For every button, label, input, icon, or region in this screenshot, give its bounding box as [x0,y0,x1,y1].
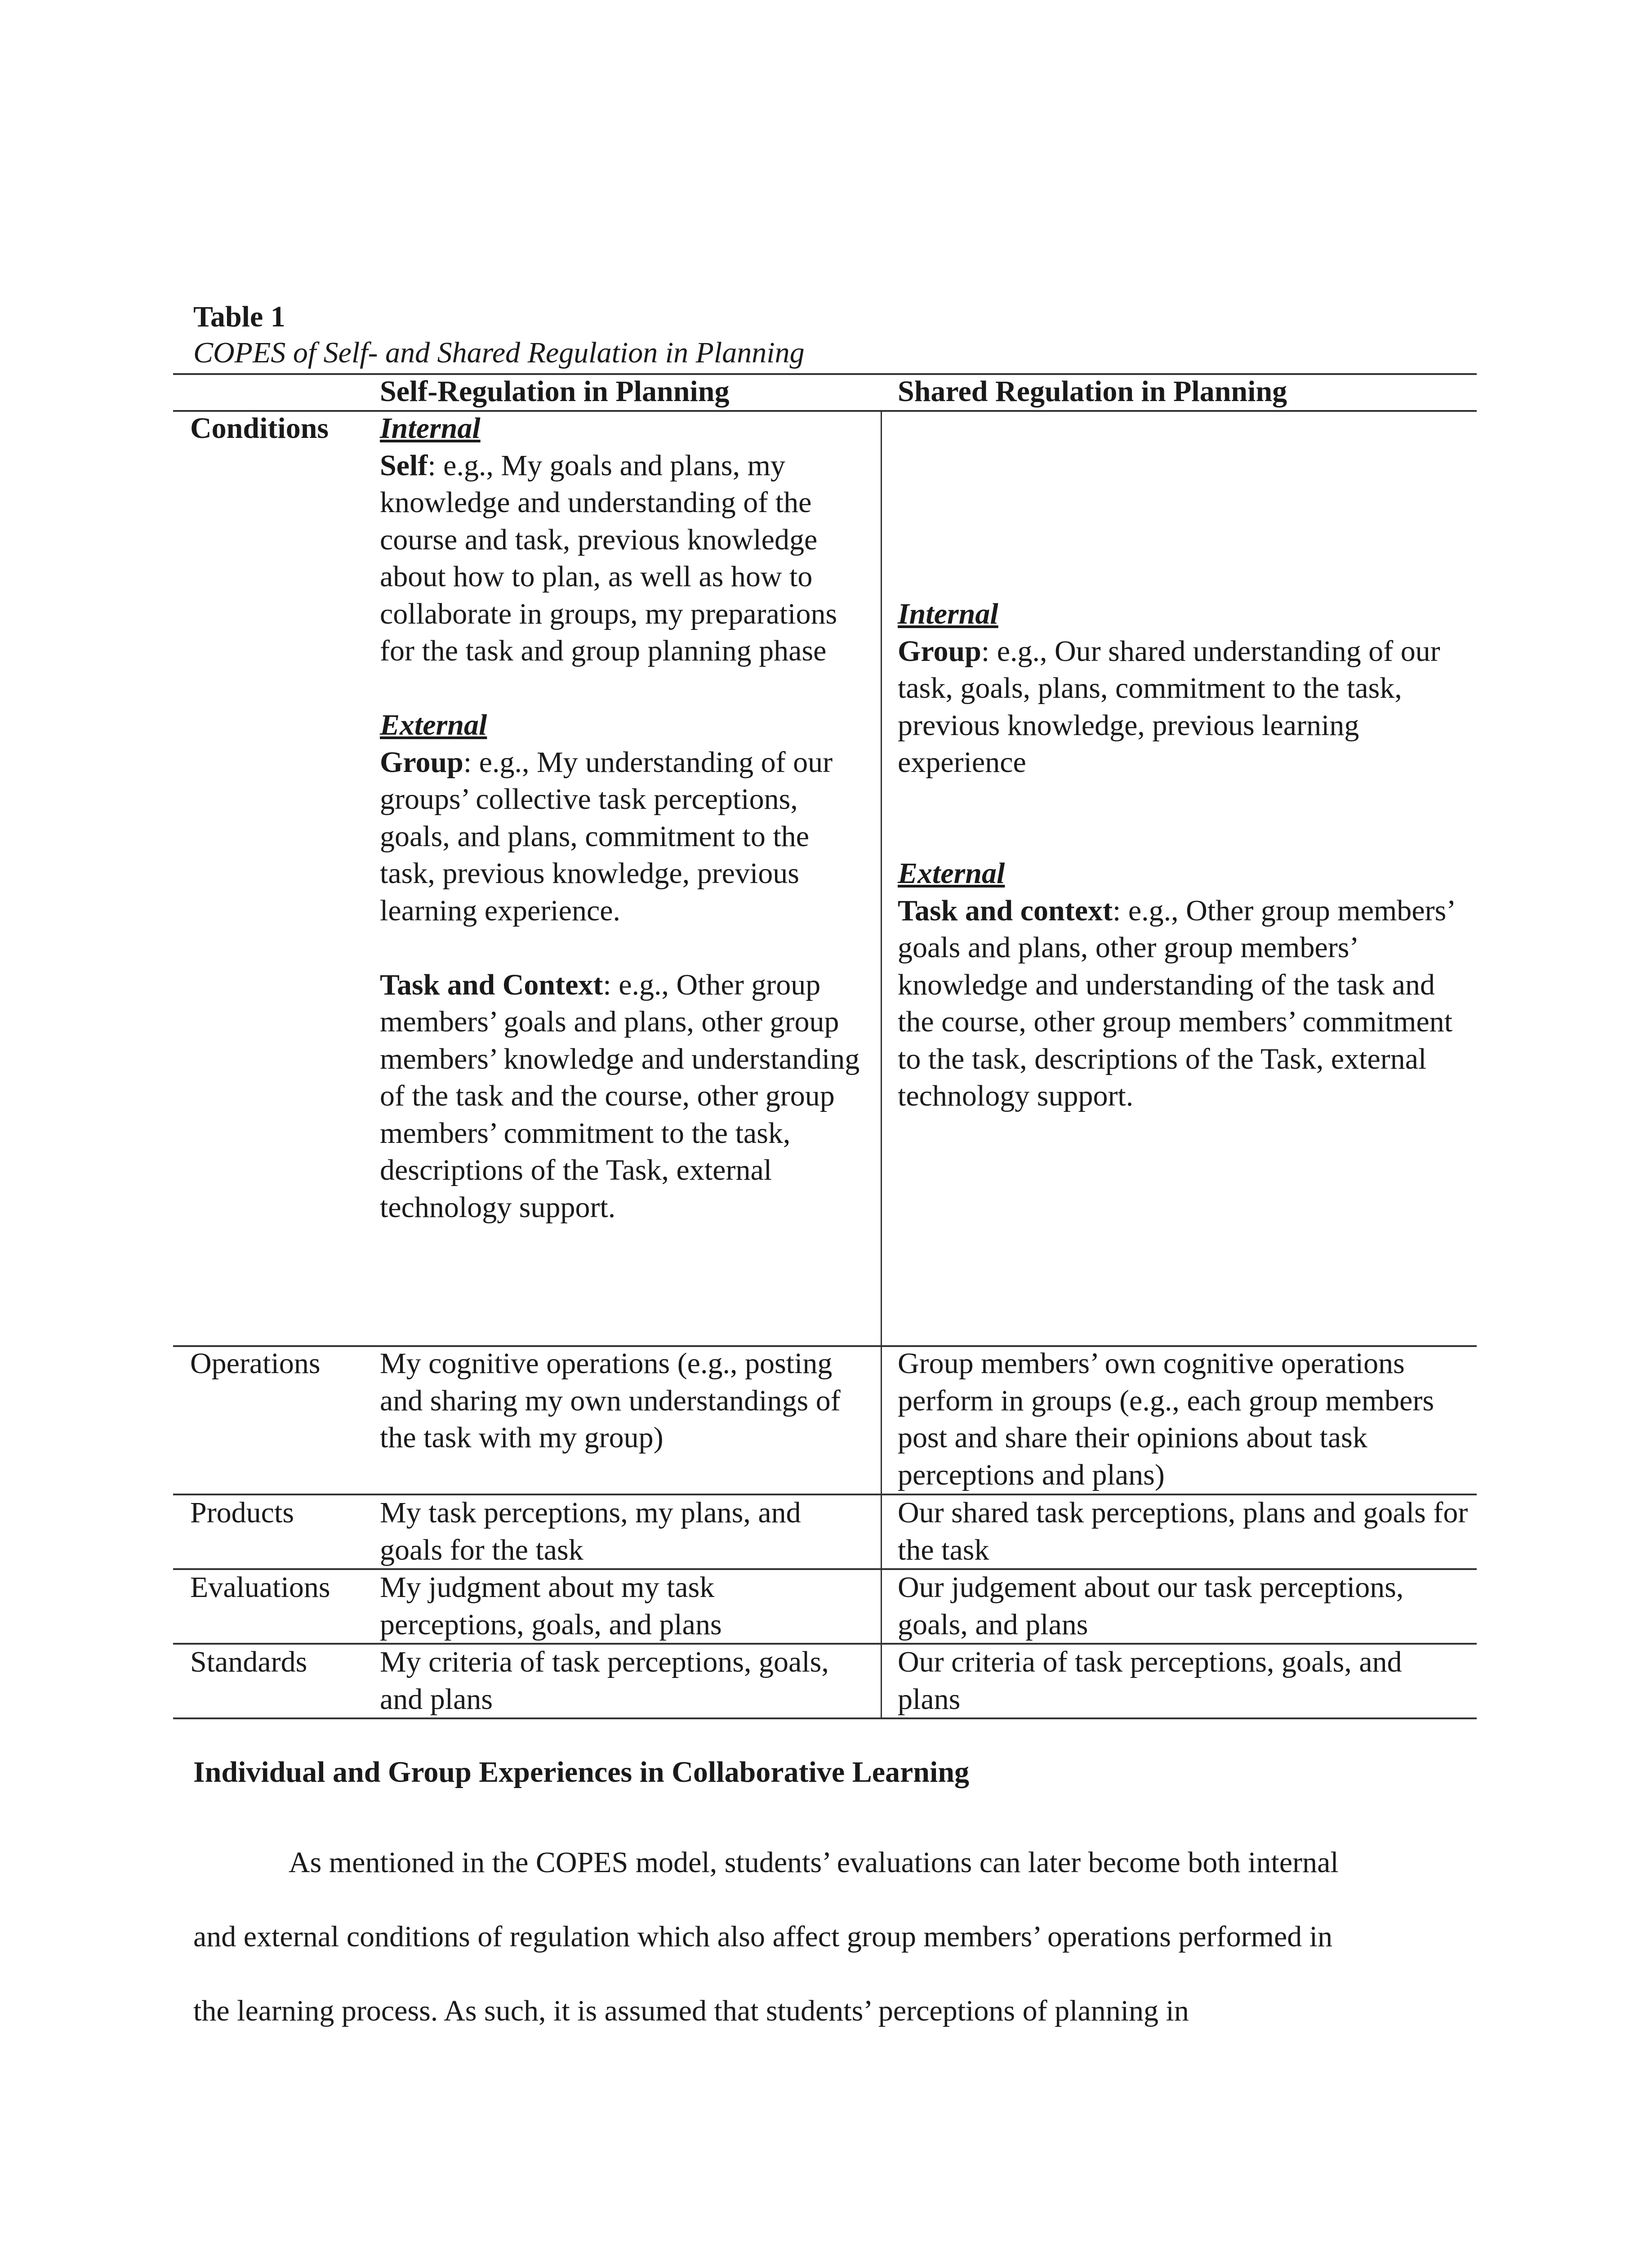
self-conditions-text [380,447,865,670]
operations-self-cell: My cognitive operations (e.g., posting and sharing my own understandings of the task with my group) [380,1347,841,1454]
internal-heading: Internal [380,412,481,445]
group-label: Group [380,745,463,779]
body-paragraph [193,1825,1483,2048]
shared-task-description: : e.g., Other group members’ goals and plans, other group members’ knowledge and understanding of the task and the course, other group members’ commitment to the task, descriptions of the Task, external technology support. [898,894,1454,1112]
paragraph-line: the learning process. As such, it is assumed that students’ perceptions of planning in [193,1994,1189,2027]
group-conditions-text [380,744,865,930]
task-context-label: Task and Context [380,968,603,1001]
header-shared-regulation: Shared Regulation in Planning [898,375,1287,408]
shared-external-heading: External [898,857,1005,890]
products-self-cell: My task perceptions, my plans, and goals for the task [380,1496,801,1566]
self-description: : e.g., My goals and plans, my knowledge and understanding of the course and task, previous knowledge about how to plan, as well as how to collaborate in groups, my preparations for the task and group planning phase [380,449,837,667]
products-shared-cell: Our shared task perceptions, plans and goals for the task [898,1496,1468,1566]
standards-self-cell: My criteria of task perceptions, goals, and plans [380,1646,829,1716]
shared-group-text [898,633,1469,781]
task-context-conditions-text [380,967,865,1227]
self-label: Self [380,449,428,482]
group-description: : e.g., My understanding of our groups’ collective task perceptions, goals, and plans, commitment to the task, previous knowledge, previous learning experience. [380,745,833,927]
paragraph-line: and external conditions of regulation which also affect group members’ operations performed in [193,1920,1333,1953]
paragraph-line: As mentioned in the COPES model, students’ evaluations can later become both internal [289,1846,1339,1879]
row-label-standards: Standards [190,1646,307,1678]
row-label-operations: Operations [190,1347,321,1380]
evaluations-self-cell: My judgment about my task perceptions, goals, and plans [380,1571,722,1641]
table-number: Table 1 [193,300,285,333]
operations-shared-cell: Group members’ own cognitive operations perform in groups (e.g., each group members post and share their opinions about task perceptions and plans) [898,1347,1434,1491]
column-divider [881,410,882,1718]
row-label-products: Products [190,1496,294,1529]
header-self-regulation: Self-Regulation in Planning [380,375,730,408]
row-label-evaluations: Evaluations [190,1571,330,1604]
shared-group-description: : e.g., Our shared understanding of our task, goals, plans, commitment to the task, previous knowledge, previous learning experience [898,634,1440,779]
section-heading: Individual and Group Experiences in Collaborative Learning [193,1756,970,1789]
shared-task-text [898,892,1469,1115]
conditions-shared-cell [898,596,1469,1115]
shared-group-label: Group [898,634,981,668]
shared-task-label: Task and context [898,894,1113,927]
task-context-description: : e.g., Other group members’ goals and plans, other group members’ knowledge and understanding of the task and the course, other group members’ commitment to the task, descriptions of the Task, external technology support. [380,968,860,1224]
evaluations-shared-cell: Our judgement about our task perceptions, goals, and plans [898,1571,1404,1641]
external-heading: External [380,709,487,741]
row-label-conditions: Conditions [190,412,329,445]
conditions-self-cell [380,410,865,1226]
standards-shared-cell: Our criteria of task perceptions, goals, and plans [898,1646,1402,1716]
table-title: COPES of Self- and Shared Regulation in Planning [193,336,805,369]
shared-internal-heading: Internal [898,598,998,630]
